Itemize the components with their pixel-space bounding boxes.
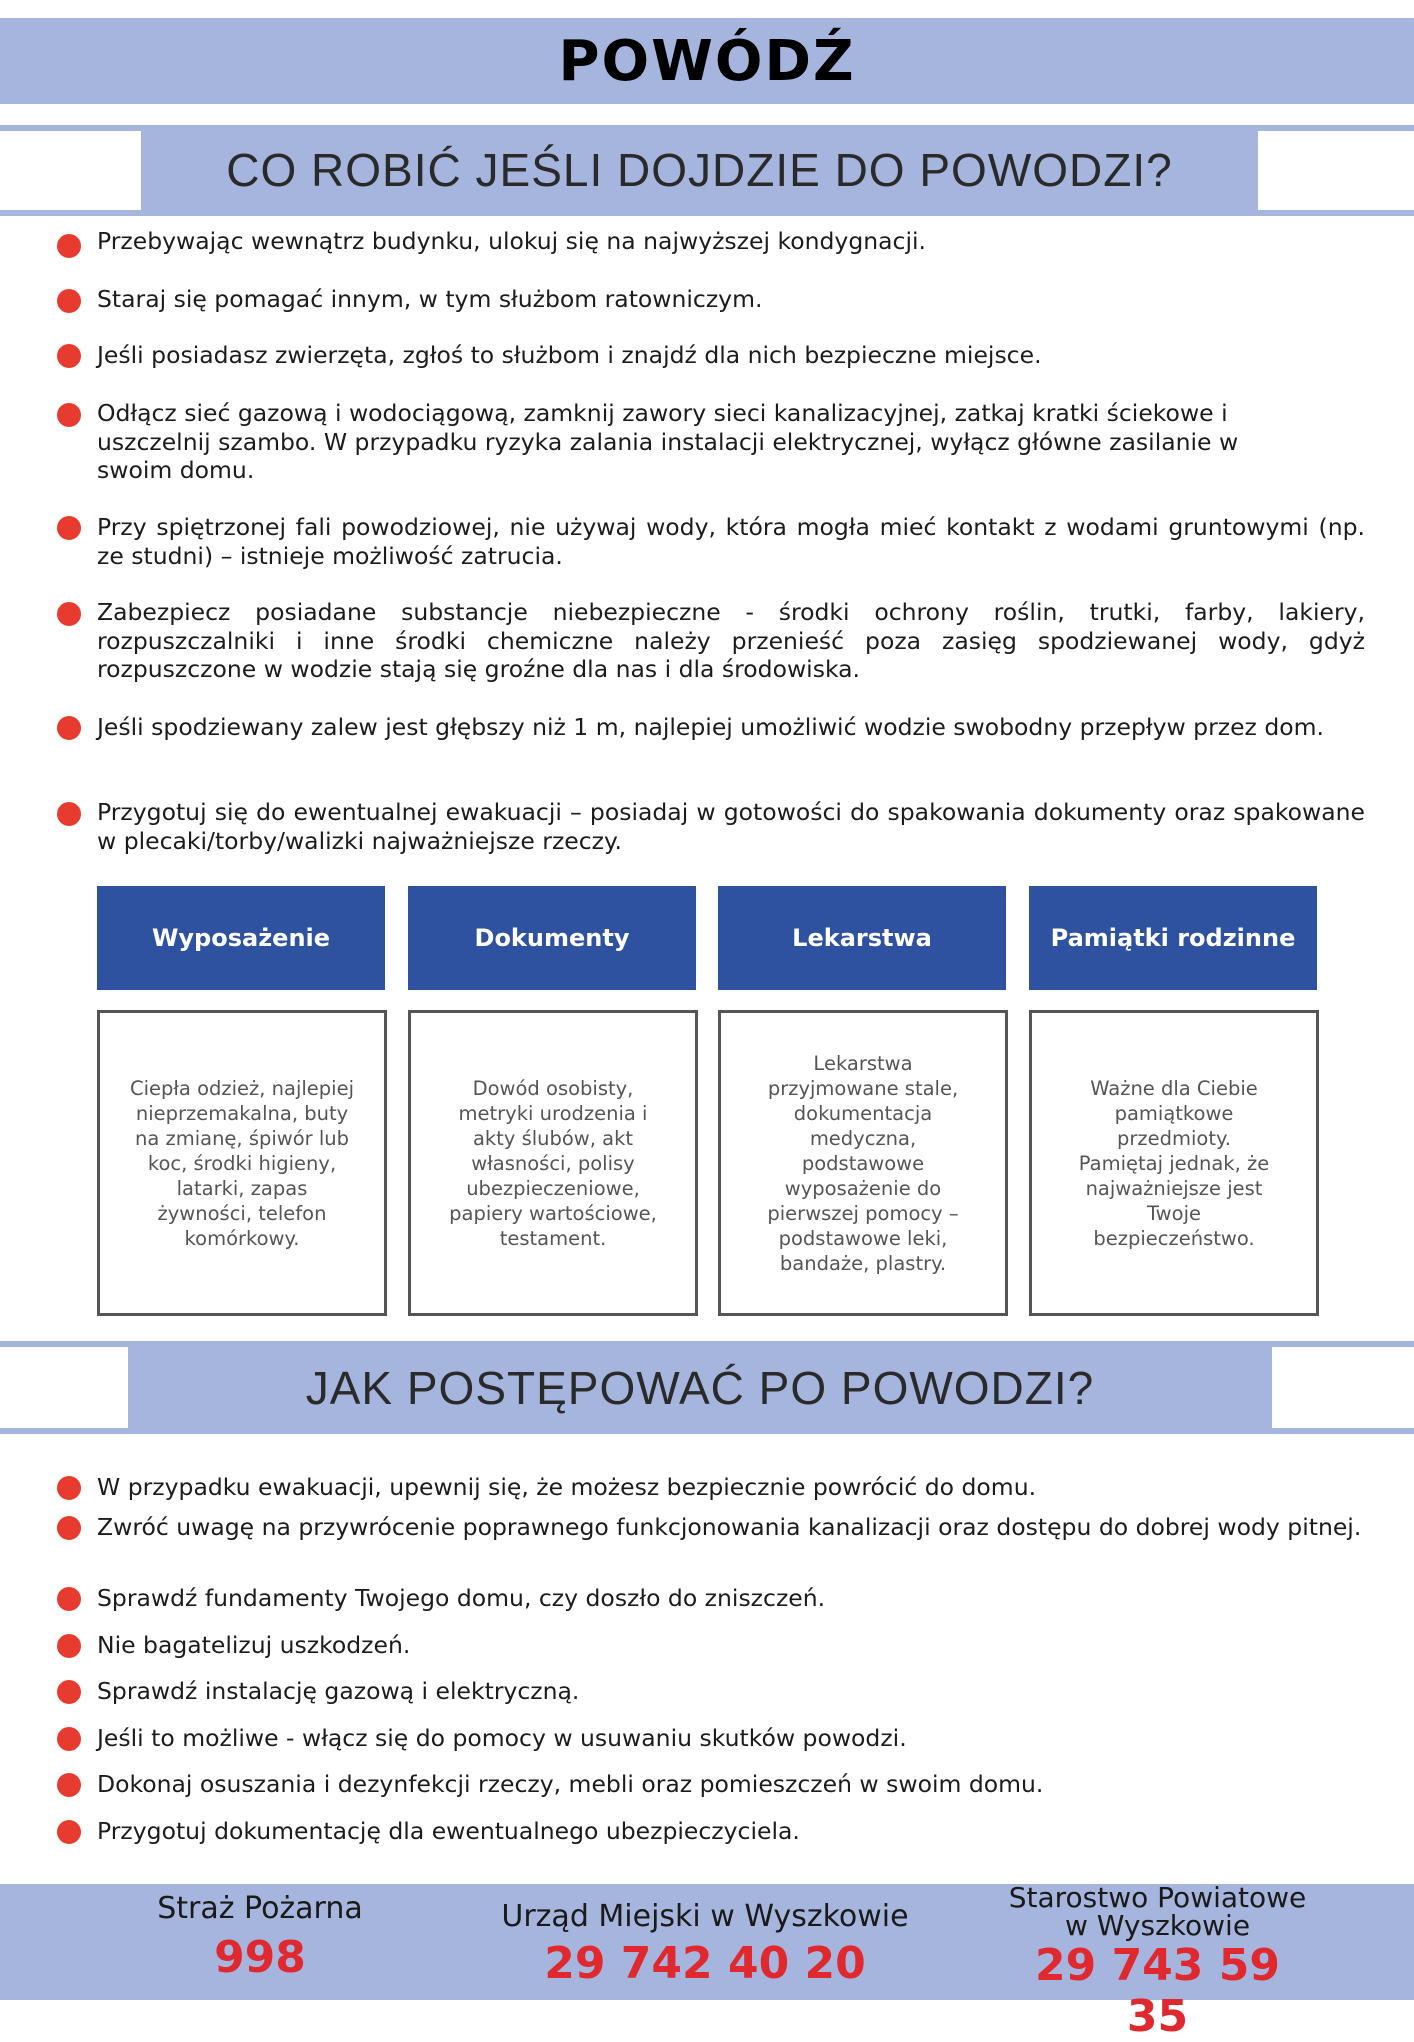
category-header-medicines: Lekarstwa bbox=[718, 886, 1006, 990]
category-header-equipment: Wyposażenie bbox=[97, 886, 385, 990]
bullet-icon bbox=[57, 1773, 81, 1797]
divider bbox=[0, 1428, 1414, 1434]
divider bbox=[0, 210, 1414, 216]
category-card-family-keepsakes bbox=[1029, 1010, 1319, 1316]
category-card-documents bbox=[408, 1010, 698, 1316]
contact-name: Starostwo Powiatowe w Wyszkowie bbox=[1008, 1881, 1307, 1942]
bullet-icon bbox=[57, 602, 81, 626]
contact-name: Straż Pożarna bbox=[157, 1891, 363, 1926]
contact-number: 29 743 59 35 bbox=[1035, 1940, 1280, 2042]
category-text: Ważne dla Ciebie pamiątkowe przedmioty. Pamiętaj jednak, że najważniejsze jest Twoje bezpieczeństwo. bbox=[1078, 1076, 1270, 1250]
category-header-family-keepsakes: Pamiątki rodzinne bbox=[1029, 886, 1317, 990]
bullet-icon bbox=[57, 1516, 81, 1540]
page-title: POWÓDŹ bbox=[558, 28, 856, 94]
bullet-icon bbox=[57, 516, 81, 540]
bullet-icon bbox=[57, 344, 81, 368]
category-text: Ciepła odzież, najlepiej nieprzemakalna, buty na zmianę, śpiwór lub koc, środki higieny, latarki, zapas żywności, telefon komórkowy. bbox=[129, 1076, 355, 1250]
bullet-icon bbox=[57, 403, 81, 427]
contact-city-office bbox=[480, 1888, 930, 1989]
bullet-icon bbox=[57, 1820, 81, 1844]
bullet-icon bbox=[57, 802, 81, 826]
section-heading-after: JAK POSTĘPOWAĆ PO POWODZI? bbox=[128, 1347, 1272, 1428]
bullet-icon bbox=[57, 1476, 81, 1500]
section-heading-during: CO ROBIĆ JEŚLI DOJDZIE DO POWODZI? bbox=[141, 130, 1258, 210]
contact-fire-brigade bbox=[120, 1888, 400, 1983]
category-text: Dowód osobisty, metryki urodzenia i akty ślubów, akt własności, polisy ubezpieczeniowe, papiery wartościowe, testament. bbox=[449, 1076, 657, 1250]
contact-name: Urząd Miejski w Wyszkowie bbox=[501, 1899, 909, 1934]
bullet-icon bbox=[57, 716, 81, 740]
bullet-icon bbox=[57, 1680, 81, 1704]
contact-number: 998 bbox=[214, 1932, 306, 1983]
bullet-icon bbox=[57, 289, 81, 313]
contact-number: 29 742 40 20 bbox=[544, 1938, 866, 1989]
category-card-equipment bbox=[97, 1010, 387, 1316]
bullet-icon bbox=[57, 1587, 81, 1611]
bullet-icon bbox=[57, 1727, 81, 1751]
category-header-documents: Dokumenty bbox=[408, 886, 696, 990]
category-text: Lekarstwa przyjmowane stale, dokumentacja medyczna, podstawowe wyposażenie do pierwszej pomocy – podstawowe leki, bandaże, plastry. bbox=[767, 1051, 959, 1275]
bullet-icon bbox=[57, 1634, 81, 1658]
bullet-icon bbox=[57, 234, 81, 258]
contact-county-office bbox=[1000, 1881, 1315, 2042]
category-card-medicines bbox=[718, 1010, 1008, 1316]
